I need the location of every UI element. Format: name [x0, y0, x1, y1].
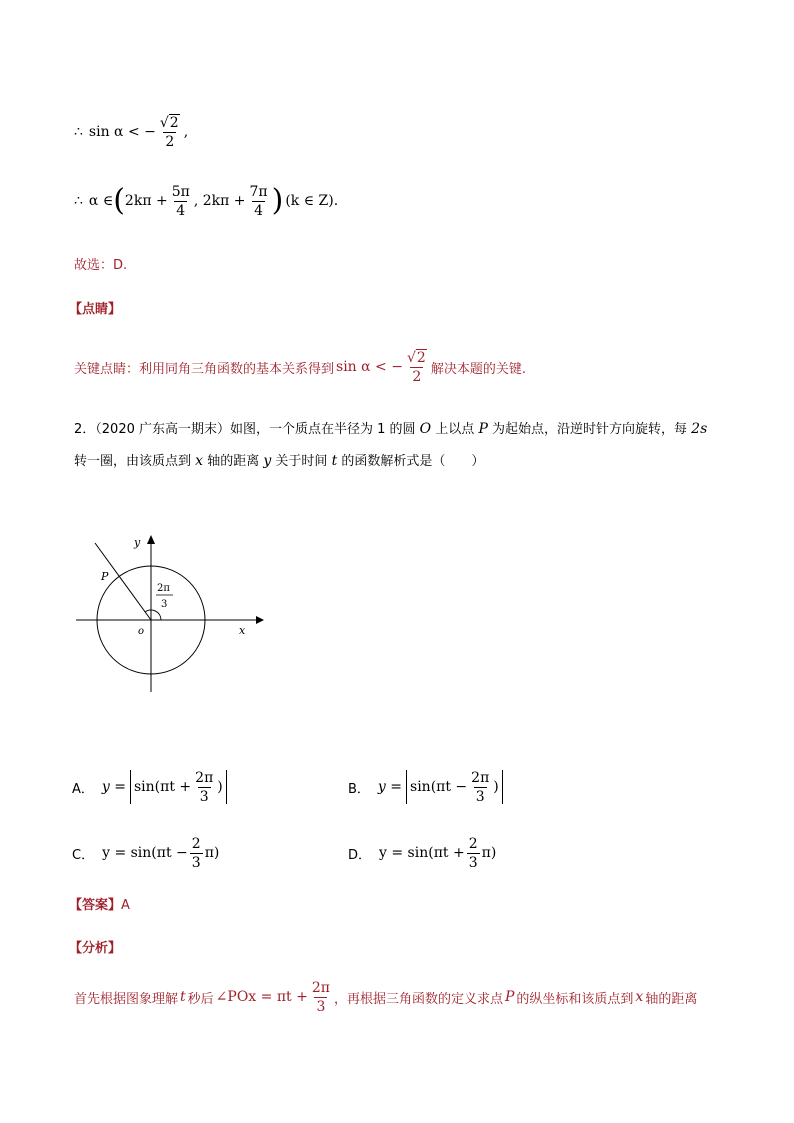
- answer-line: [69, 894, 130, 913]
- solution-line-2: ∴ α ∈ ( 2kπ + $\frac{5\pi}{4}$ , 2kπ + $\frac{7\pi}{4}$ ) (k ∈ Z).: [74, 183, 339, 219]
- option-c[interactable]: C． y = sin(πt − $\frac{2}{3}$ π): [72, 835, 220, 871]
- option-a[interactable]: A． y = sin(πt + $\frac{2\pi}{3}$ ): [72, 768, 227, 806]
- analysis-text: 首先根据图象理解 t 秒后 ∠POx = πt + $\frac{2\pi}{3}$ ，再根据三角函数的定义求点 P 的纵坐标和该质点到 x 轴的距离: [74, 979, 698, 1015]
- therefore-symbol: ∴: [74, 124, 83, 140]
- unit-circle-figure: [70, 530, 270, 700]
- angle-numerator: 2π: [157, 583, 170, 594]
- option-b[interactable]: B． y = sin(πt − $\frac{2\pi}{3}$ ): [348, 768, 503, 806]
- sqrt2-over-2-fraction: $\frac{√2}{2}$: [159, 114, 179, 150]
- point-p-label: P: [101, 570, 109, 583]
- right-paren: ): [271, 183, 284, 218]
- dianjing-header: 【点睛】: [69, 302, 122, 317]
- y-label: y: [134, 536, 141, 549]
- choice-line: 故选：D.: [74, 258, 128, 273]
- key-point-line: 关键点睛：利用同角三角函数的基本关系得到 sin α < − $\frac{√2}{2}$ 解决本题的关键.: [74, 349, 526, 385]
- solution-line-1: ∴ sin α < − $\frac{√2}{2}$ ,: [74, 114, 189, 150]
- seven-pi-over-four: $\frac{7\pi}{4}$: [249, 183, 268, 219]
- y-axis-arrow: [147, 535, 155, 544]
- answer-header: 【答案】: [69, 898, 122, 913]
- inequality-lhs: sin α < −: [88, 124, 156, 140]
- left-paren: (: [113, 183, 125, 218]
- question-line-1: 2．（2020 广东高一期末）如图，一个质点在半径为 1 的圆 O 上以点 P 为起始点，沿逆时针方向旋转，每 2s: [74, 421, 708, 437]
- x-axis-arrow: [256, 616, 264, 624]
- x-label: x: [239, 624, 246, 637]
- therefore-symbol: ∴: [74, 193, 83, 209]
- angle-denominator: 3: [161, 599, 168, 610]
- sqrt2-over-2-fraction: $\frac{√2}{2}$: [406, 349, 426, 385]
- origin-label: o: [138, 626, 145, 637]
- analysis-header: 【分析】: [69, 941, 122, 956]
- five-pi-over-four: $\frac{5\pi}{4}$: [171, 183, 190, 219]
- answer-value: A: [121, 898, 130, 913]
- option-d[interactable]: D． y = sin(πt + $\frac{2}{3}$ π): [348, 835, 497, 871]
- question-line-2: 转一圈，由该质点到 x 轴的距离 y 关于时间 t 的函数解析式是（ ）: [74, 453, 485, 469]
